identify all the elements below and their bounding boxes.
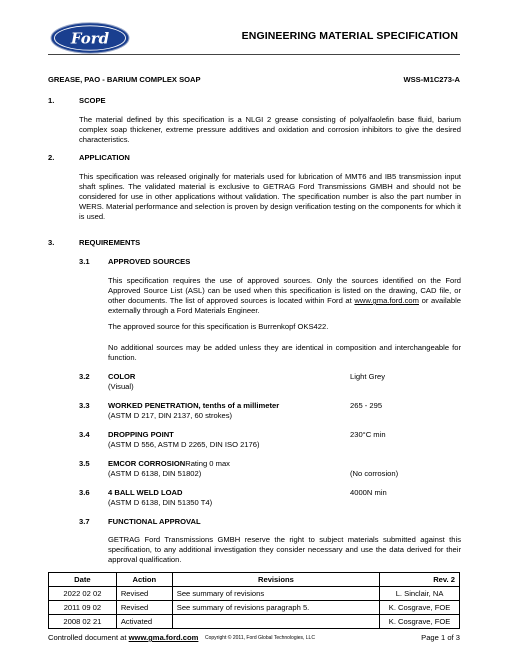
document-title: ENGINEERING MATERIAL SPECIFICATION: [241, 30, 458, 42]
spec-name: GREASE, PAO - BARIUM COMPLEX SOAP: [48, 75, 201, 84]
revision-author: K. Cosgrave, FOE: [380, 615, 460, 629]
revision-action: Revised: [116, 587, 172, 601]
revision-author: L. Sinclair, NA: [380, 587, 460, 601]
revision-description: See summary of revisions: [172, 587, 379, 601]
requirement-method: (ASTM D 6138, DIN 51802): [108, 469, 202, 478]
scope-text: The material defined by this specification is a NLGI 2 grease consisting of polyalfaolefin base fluid, barium complex soap thickener, extreme pressure additives and oxidation and corrosion inhibitors to give the desired characteristics.: [79, 115, 461, 144]
table-row: [49, 601, 460, 615]
footer-gma-link[interactable]: www.gma.ford.com: [128, 633, 199, 642]
application-number: 2.: [48, 153, 55, 162]
requirements-number: 3.: [48, 238, 55, 247]
revision-table: [48, 572, 460, 629]
requirement-number: 3.4: [79, 430, 90, 439]
requirement-title: WORKED PENETRATION, tenths of a millimeter: [108, 401, 280, 410]
col-header-revisions: Revisions: [172, 573, 379, 587]
scope-number: 1.: [48, 96, 55, 105]
requirements-title: REQUIREMENTS: [79, 238, 141, 247]
col-header-action: Action: [116, 573, 172, 587]
revision-date: 2008 02 21: [49, 615, 117, 629]
requirement-method: (ASTM D 556, ASTM D 2265, DIN ISO 2176): [108, 440, 260, 449]
header-rule: [48, 54, 460, 55]
controlled-document-note: Controlled document at www.gma.ford.com: [48, 633, 199, 642]
revision-action: Revised: [116, 601, 172, 615]
requirement-number: 3.2: [79, 372, 90, 381]
table-row: [49, 587, 460, 601]
revision-action: Activated: [116, 615, 172, 629]
requirement-title: EMCOR CORROSIONRating 0 max: [108, 459, 230, 468]
requirement-number: 3.5: [79, 459, 90, 468]
requirement-value: Light Grey: [350, 372, 386, 381]
revision-table-header: [49, 573, 460, 587]
revision-author: K. Cosgrave, FOE: [380, 601, 460, 615]
approved-sources-number: 3.1: [79, 257, 90, 266]
gma-ford-link[interactable]: www.gma.ford.com: [354, 296, 419, 305]
revision-date: 2022 02 02: [49, 587, 117, 601]
functional-approval-number: 3.7: [79, 517, 90, 526]
requirement-value: 4000N min: [350, 488, 387, 497]
scope-title: SCOPE: [79, 96, 106, 105]
requirement-value: 265 - 295: [350, 401, 383, 410]
revision-description: [172, 615, 379, 629]
table-row: [49, 615, 460, 629]
requirement-method: (Visual): [108, 382, 134, 391]
approved-sources-paragraph: This specification requires the use of approved sources. Only the sources identified on the Ford Approved Source List (ASL) can be used when this specification is listed on the drawing, CAD file, or other documents. The list of approved sources is located within Ford at www.gma.ford.com or available externally through a Ford Materials Engineer.: [108, 276, 461, 315]
requirement-number: 3.3: [79, 401, 90, 410]
requirement-title: 4 BALL WELD LOAD: [108, 488, 183, 497]
approved-sources-title: APPROVED SOURCES: [108, 257, 191, 266]
approved-source-statement: The approved source for this specification is Burrenkopf OKS422.: [108, 322, 329, 331]
application-title: APPLICATION: [79, 153, 130, 162]
ford-logo: [50, 22, 130, 54]
application-text: This specification was released originally for materials used for lubrication of MMT6 and IB5 transmission input shaft splines. The validated material is exclusive to GETRAG Ford Transmissions GMBH and should not be considered for use in other applications without validation. The specification number is also the part number in WERS. Material performance and selection is proven by design verification testing on the components for which it is used.: [79, 172, 461, 221]
revision-date: 2011 09 02: [49, 601, 117, 615]
requirement-title: COLOR: [108, 372, 136, 381]
requirement-method: (ASTM D 217, DIN 2137, 60 strokes): [108, 411, 233, 420]
copyright-notice: Copyright © 2011, Ford Global Technologies, LLC: [205, 635, 315, 641]
spec-number: WSS-M1C273-A: [403, 75, 460, 84]
page-number: Page 1 of 3: [421, 633, 460, 642]
revision-description: See summary of revisions paragraph 5.: [172, 601, 379, 615]
requirement-value: (No corrosion): [350, 469, 399, 478]
col-header-rev: Rev. 2: [380, 573, 460, 587]
requirement-number: 3.6: [79, 488, 90, 497]
requirement-title: DROPPING POINT: [108, 430, 174, 439]
logo-text: Ford: [70, 29, 110, 48]
col-header-date: Date: [49, 573, 117, 587]
functional-approval-title: FUNCTIONAL APPROVAL: [108, 517, 201, 526]
additional-sources-note: No additional sources may be added unless they are identical in composition and interchangeable for function.: [108, 343, 461, 362]
functional-approval-text: GETRAG Ford Transmissions GMBH reserve the right to subject materials submitted against this specification, to any additional investigation they consider necessary and use the data derived for their approval qualification.: [108, 535, 461, 564]
requirement-method: (ASTM D 6138, DIN 51350 T4): [108, 498, 213, 507]
requirement-value: 230°C min: [350, 430, 386, 439]
